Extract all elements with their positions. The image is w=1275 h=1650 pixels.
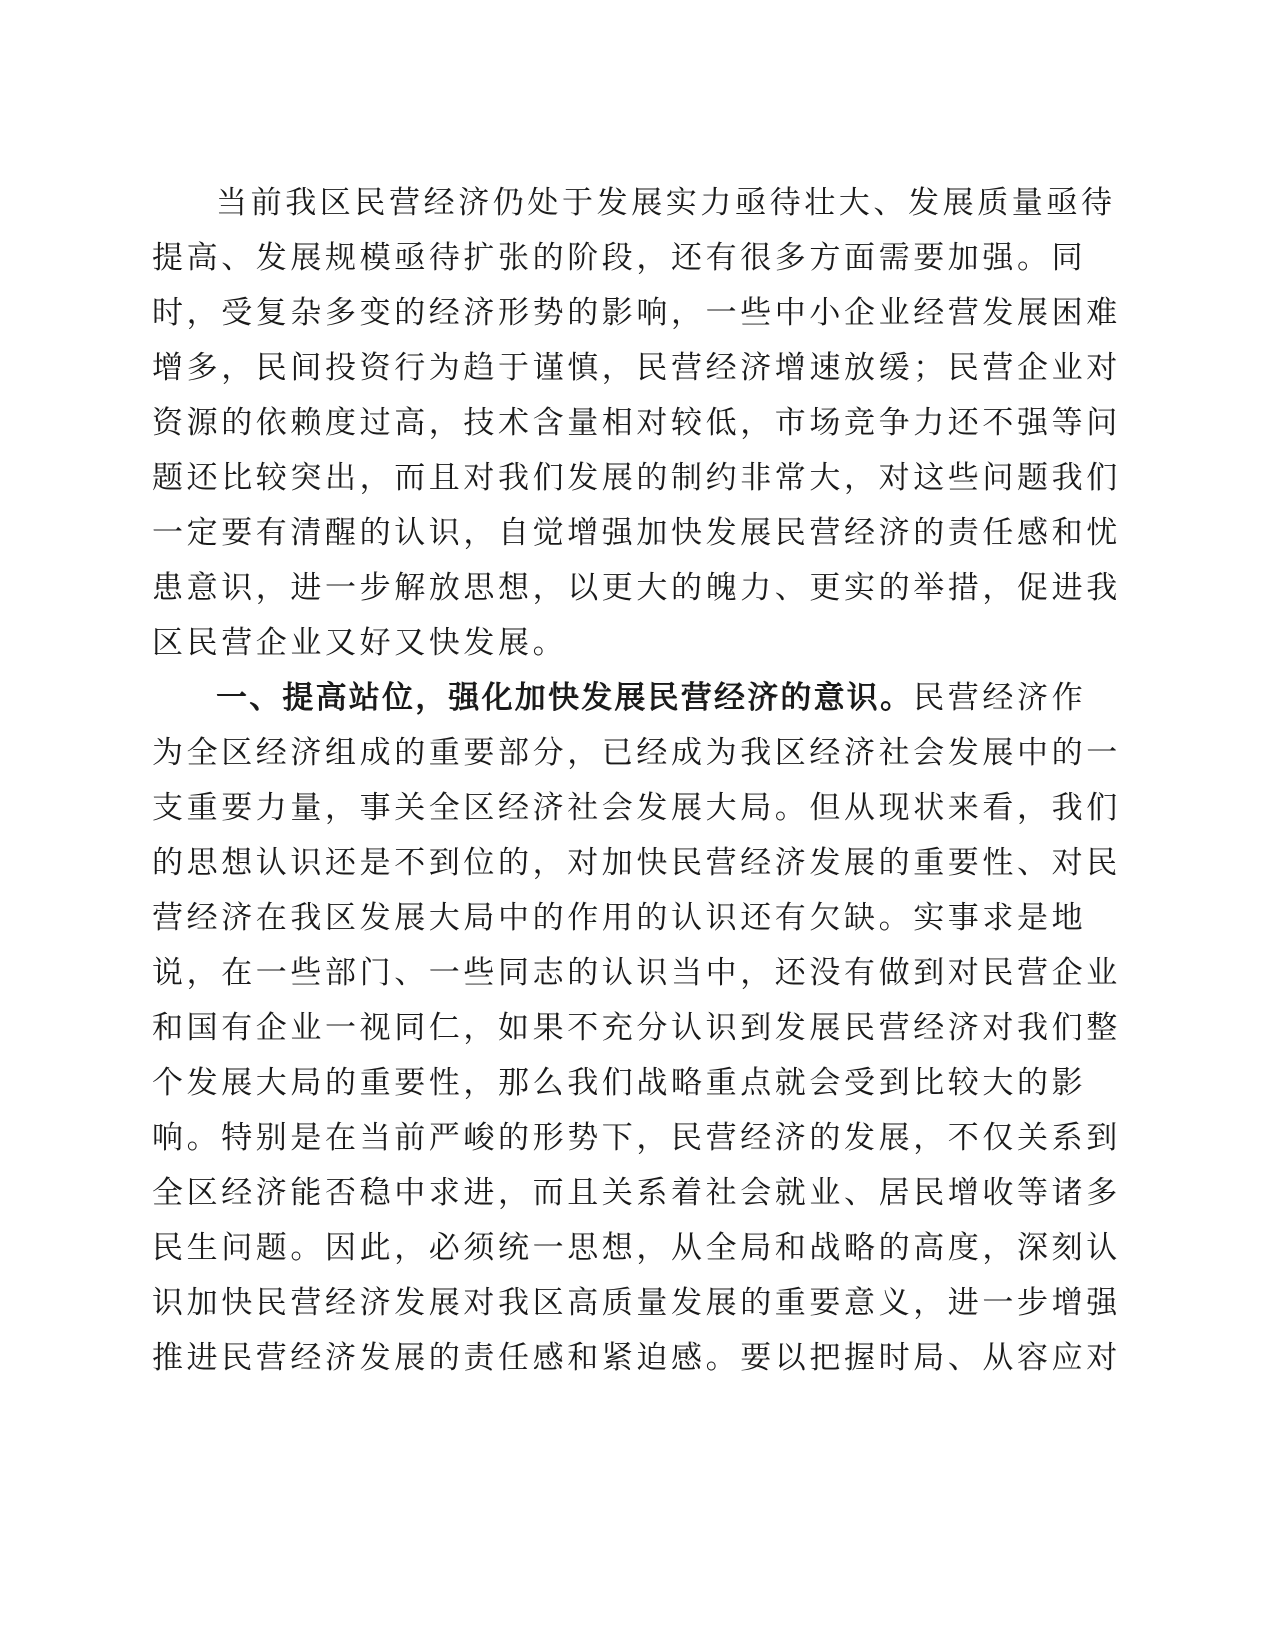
text-line: 资源的依赖度过高，技术含量相对较低，市场竞争力还不强等问 [152, 405, 1121, 441]
text-line: 患意识，进一步解放思想，以更大的魄力、更实的举措，促进我 [152, 570, 1121, 606]
text-line: 响。特别是在当前严峻的形势下，民营经济的发展，不仅关系到 [152, 1120, 1121, 1156]
text-line: 为全区经济组成的重要部分，已经成为我区经济社会发展中的一 [152, 735, 1121, 771]
text-line: 当前我区民营经济仍处于发展实力亟待壮大、发展质量亟待 [216, 185, 1116, 221]
text-line: 个发展大局的重要性，那么我们战略重点就会受到比较大的影 [152, 1065, 1087, 1101]
text-line: 区民营企业又好又快发展。 [152, 625, 568, 661]
text-line: 民生问题。因此，必须统一思想，从全局和战略的高度，深刻认 [152, 1230, 1121, 1266]
text-line: 增多，民间投资行为趋于谨慎，民营经济增速放缓；民营企业对 [152, 350, 1121, 386]
text-line: 说，在一些部门、一些同志的认识当中，还没有做到对民营企业 [152, 955, 1121, 991]
text-line: 的思想认识还是不到位的，对加快民营经济发展的重要性、对民 [152, 845, 1121, 881]
text-line: 和国有企业一视同仁，如果不充分认识到发展民营经济对我们整 [152, 1010, 1121, 1046]
text-line: 题还比较突出，而且对我们发展的制约非常大，对这些问题我们 [152, 460, 1121, 496]
text-line: 支重要力量，事关全区经济社会发展大局。但从现状来看，我们 [152, 790, 1121, 826]
text-line: 识加快民营经济发展对我区高质量发展的重要意义，进一步增强 [152, 1285, 1121, 1321]
section-heading: 一、提高站位，强化加快发展民营经济的意识。 [216, 680, 914, 716]
text-line: 时，受复杂多变的经济形势的影响，一些中小企业经营发展困难 [152, 295, 1121, 331]
text-line: 营经济在我区发展大局中的作用的认识还有欠缺。实事求是地 [152, 900, 1087, 936]
section-heading-tail: 民营经济作 [913, 680, 1087, 716]
text-line: 一定要有清醒的认识，自觉增强加快发展民营经济的责任感和忧 [152, 515, 1121, 551]
text-line: 推进民营经济发展的责任感和紧迫感。要以把握时局、从容应对 [152, 1340, 1121, 1376]
text-line: 全区经济能否稳中求进，而且关系着社会就业、居民增收等诸多 [152, 1175, 1121, 1211]
text-line: 提高、发展规模亟待扩张的阶段，还有很多方面需要加强。同 [152, 240, 1087, 276]
section-heading-line [216, 678, 1092, 718]
